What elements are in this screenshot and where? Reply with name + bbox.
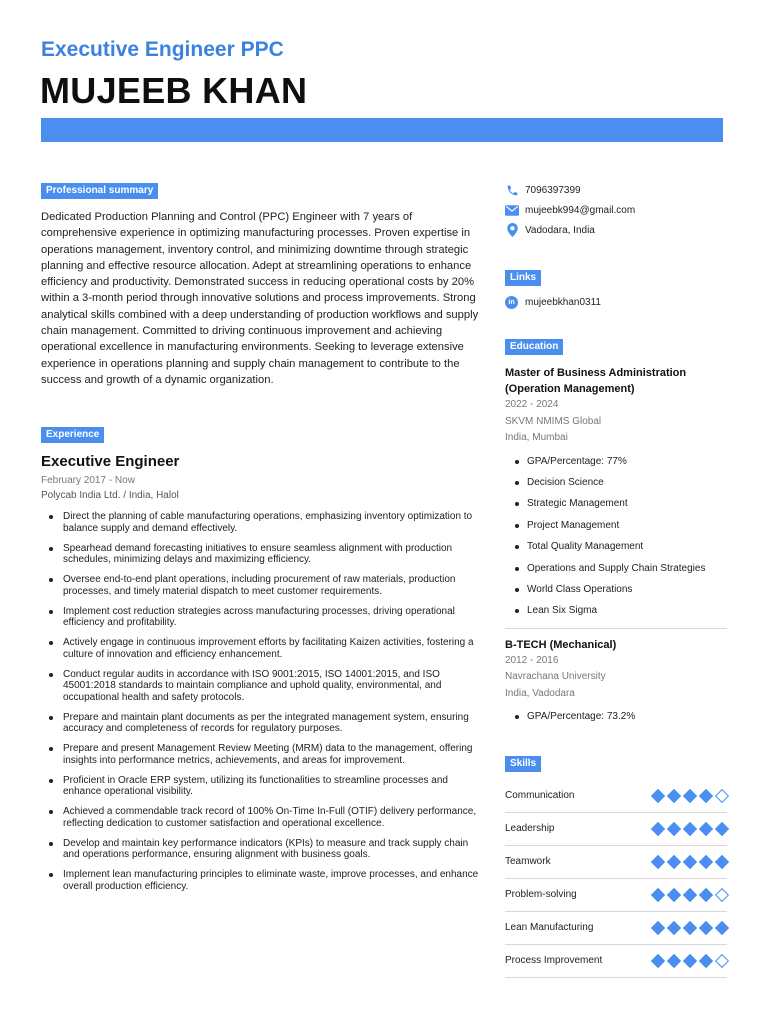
rating-diamond-filled-icon [651,822,665,836]
phone-number: 7096397399 [525,184,581,196]
education-place: India, Mumbai [505,432,568,443]
skill-row [505,780,727,813]
rating-diamond-empty-icon [715,789,729,803]
experience-bullet: Achieved a commendable track record of 100% On-Time In-Full (OTIF) delivery performance, reflecting dedication to customer satisfaction and operational excellence. [41,806,481,829]
experience-bullet: Develop and maintain key performance indicators (KPIs) to measure and track supply chain and operations performance, ensuring alignment with business goals. [41,838,481,861]
phone-icon [505,183,519,197]
summary-heading: Professional summary [41,183,158,199]
education-school: Navrachana University [505,671,606,683]
rating-diamond-filled-icon [651,789,665,803]
rating-diamond-filled-icon [667,855,681,869]
skill-rating [647,857,727,867]
main-column [41,180,481,901]
education-item: Strategic Management [505,493,727,514]
skill-name: Communication [505,790,575,802]
skill-row [505,945,727,978]
linkedin-link[interactable] [505,296,727,309]
education-item: GPA/Percentage: 73.2% [505,706,727,727]
rating-diamond-filled-icon [683,855,697,869]
education-years: 2022 - 2024 [505,399,559,410]
rating-diamond-filled-icon [699,855,713,869]
rating-diamond-empty-icon [715,888,729,902]
skills-heading: Skills [505,756,541,772]
contact-location [505,220,727,240]
contact-phone [505,180,727,200]
links-heading: Links [505,270,541,286]
job-title: Executive Engineer PPC [41,38,284,61]
rating-diamond-filled-icon [651,921,665,935]
skill-rating [647,956,727,966]
experience-bullet: Proficient in Oracle ERP system, utilizing its functionalities to streamline processes and enhance operational visibility. [41,775,481,798]
education-item: Operations and Supply Chain Strategies [505,558,727,579]
rating-diamond-filled-icon [683,921,697,935]
education-item: GPA/Percentage: 77% [505,451,727,472]
rating-diamond-filled-icon [651,855,665,869]
contact-email [505,200,727,220]
skills-list [505,780,727,978]
education-degree: B-TECH (Mechanical) [505,638,617,651]
rating-diamond-filled-icon [667,822,681,836]
education-place: India, Vadodara [505,687,575,699]
education-school: SKVM NMIMS Global [505,415,602,427]
skill-rating [647,923,727,933]
experience-bullet: Conduct regular audits in accordance with ISO 9001:2015, ISO 14001:2015, and ISO 45001:2018 standards to maintain compliance and uphold quality, environmental, and occupational health and safety protocols. [41,669,481,704]
education-items [505,451,727,622]
skill-name: Process Improvement [505,955,603,967]
rating-diamond-filled-icon [715,855,729,869]
rating-diamond-filled-icon [683,822,697,836]
education-item: Total Quality Management [505,536,727,557]
rating-diamond-filled-icon [715,921,729,935]
skill-rating [647,791,727,801]
mail-icon [505,203,519,217]
rating-diamond-filled-icon [699,954,713,968]
skill-rating [647,890,727,900]
rating-diamond-filled-icon [683,789,697,803]
education-item: Lean Six Sigma [505,600,727,621]
rating-diamond-filled-icon [667,888,681,902]
summary-text: Dedicated Production Planning and Control (PPC) Engineer with 7 years of comprehensive experience in optimizing manufacturing processes. Proven expertise in operations management, inventory control, and minimizing downtime through strategic planning and effective resource allocation. Adept at streamlining operations to enhance efficiency and productivity. Demonstrated success in reducing operational costs by 20% within a 3-month period through innovative solutions and process improvements. Strong analytical skills combined with a deep understanding of production workflows and supply chain management. Committed to driving continuous improvement and achieving operational excellence in manufacturing environments. Seeking to leverage extensive experience in operations planning and supply chain management to contribute to the success and growth of a dynamic organization. [41,211,479,386]
rating-diamond-filled-icon [667,789,681,803]
rating-diamond-filled-icon [699,888,713,902]
experience-bullet: Implement cost reduction strategies across manufacturing processes, driving operational efficiency and profitability. [41,606,481,629]
experience-dates: February 2017 - Now [41,475,135,487]
skill-name: Leadership [505,823,555,835]
rating-diamond-filled-icon [683,954,697,968]
experience-title: Executive Engineer [41,453,180,471]
skill-row [505,813,727,846]
rating-diamond-filled-icon [699,822,713,836]
experience-company: Polycab India Ltd. / India, Halol [41,490,179,502]
skill-row [505,846,727,879]
rating-diamond-filled-icon [667,954,681,968]
skill-name: Problem-solving [505,889,577,901]
skill-row [505,912,727,945]
experience-bullet: Implement lean manufacturing principles to eliminate waste, improve processes, and enhance overall production efficiency. [41,869,481,892]
rating-diamond-filled-icon [699,921,713,935]
education-years: 2012 - 2016 [505,654,559,666]
experience-bullet: Oversee end-to-end plant operations, including procurement of raw materials, production processes, and timely material dispatch to meet customer requirements. [41,574,481,597]
education-item: World Class Operations [505,579,727,600]
location-pin-icon [505,223,519,237]
skill-row [505,879,727,912]
skill-name: Teamwork [505,856,551,868]
rating-diamond-filled-icon [699,789,713,803]
education-heading: Education [505,339,563,355]
experience-heading: Experience [41,427,104,443]
candidate-name: MUJEEB KHAN [40,70,308,111]
experience-bullet: Prepare and maintain plant documents as per the integrated management system, ensuring accuracy and completeness of records for regulatory purposes. [41,712,481,735]
experience-bullet: Prepare and present Management Review Meeting (MRM) data to the management, offering insights into performance metrics, achievements, and areas for improvement. [41,743,481,766]
rating-diamond-filled-icon [683,888,697,902]
header-banner [41,118,723,142]
experience-bullet: Spearhead demand forecasting initiatives to ensure seamless alignment with production schedules, minimizing delays and maximizing efficiency. [41,543,481,566]
side-column [505,180,727,978]
rating-diamond-filled-icon [651,888,665,902]
skill-name: Lean Manufacturing [505,922,594,934]
linkedin-icon: in [505,296,518,309]
skill-rating [647,824,727,834]
rating-diamond-empty-icon [715,954,729,968]
education-divider [505,628,727,629]
rating-diamond-filled-icon [651,954,665,968]
rating-diamond-filled-icon [715,822,729,836]
education-degree: Master of Business Administration (Operation Management) [505,367,687,395]
education-item: Decision Science [505,472,727,493]
rating-diamond-filled-icon [667,921,681,935]
education-item: Project Management [505,515,727,536]
email-address: mujeebk994@gmail.com [525,204,636,216]
experience-bullet: Direct the planning of cable manufacturing operations, emphasizing inventory optimization to balance supply and demand effectively. [41,511,481,534]
location-text: Vadodara, India [525,224,595,236]
linkedin-handle[interactable]: mujeebkhan0311 [525,297,601,308]
education-items [505,706,727,727]
experience-bullets [41,511,481,892]
experience-bullet: Actively engage in continuous improvement efforts by facilitating Kaizen activities, fostering a culture of innovation and efficiency enhancement. [41,637,481,660]
